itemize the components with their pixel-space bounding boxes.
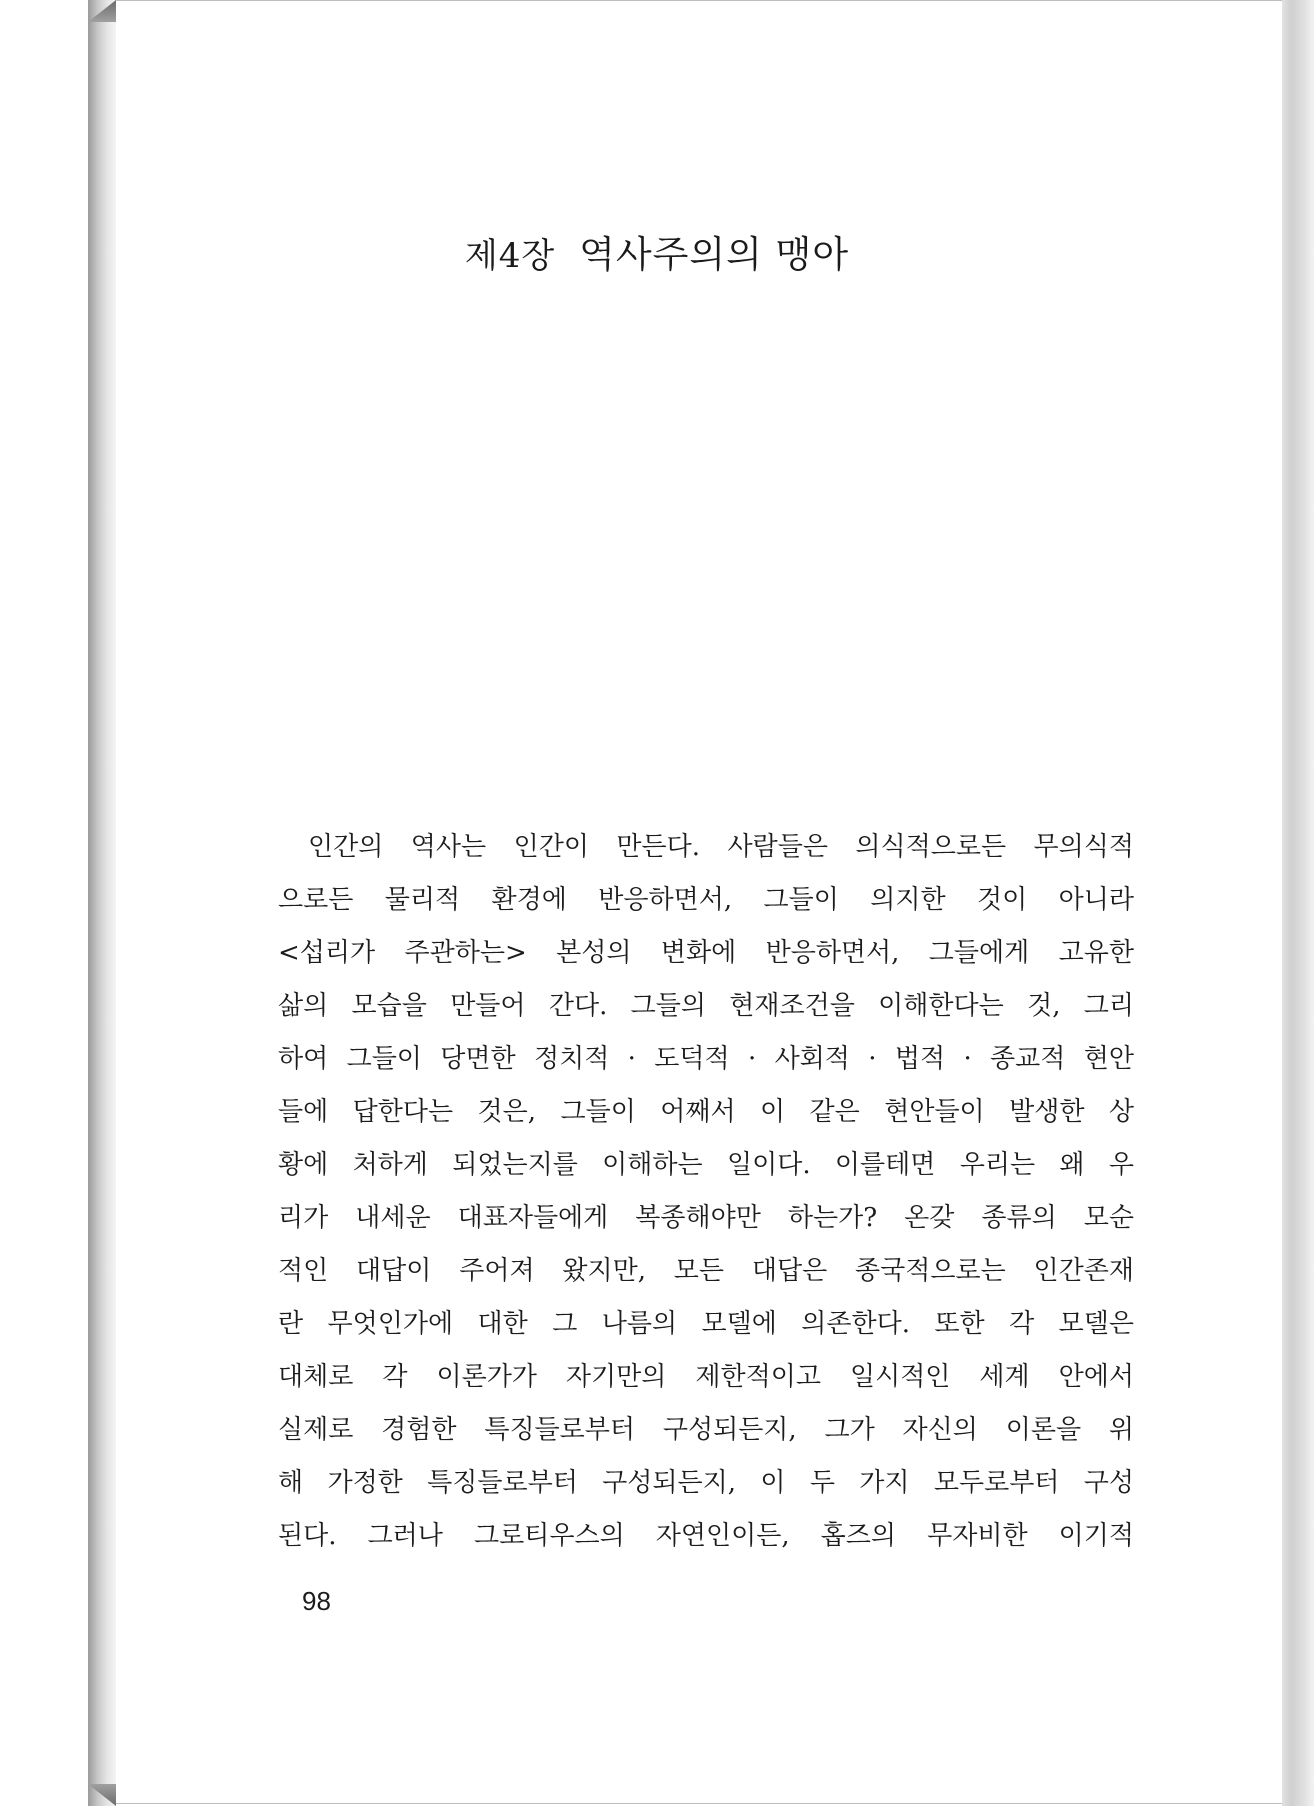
- text-line: 하여 그들이 당면한 정치적 · 도덕적 · 사회적 · 법적 · 종교적 현안: [278, 1044, 1134, 1074]
- chapter-title-text: 역사주의의 맹아: [579, 233, 850, 276]
- text-line: 된다. 그러나 그로티우스의 자연인이든, 홉즈의 무자비한 이기적: [278, 1521, 1134, 1551]
- text-line: 으로든 물리적 환경에 반응하면서, 그들이 의지한 것이 아니라: [278, 885, 1134, 915]
- text-line: 적인 대답이 주어져 왔지만, 모든 대답은 종국적으로는 인간존재: [278, 1256, 1134, 1286]
- text-line: 란 무엇인가에 대한 그 나름의 모델에 의존한다. 또한 각 모델은: [278, 1309, 1134, 1339]
- text-line: 해 가정한 특징들로부터 구성되든지, 이 두 가지 모두로부터 구성: [278, 1468, 1134, 1498]
- text-line: 황에 처하게 되었는지를 이해하는 일이다. 이를테면 우리는 왜 우: [278, 1150, 1134, 1180]
- page-number: 98: [302, 1586, 331, 1616]
- chapter-number: 제4장: [464, 236, 556, 276]
- text-line: 실제로 경험한 특징들로부터 구성되든지, 그가 자신의 이론을 위: [278, 1415, 1134, 1445]
- body-paragraph: [278, 821, 1134, 1563]
- text-line: 들에 답한다는 것은, 그들이 어째서 이 같은 현안들이 발생한 상: [278, 1097, 1134, 1127]
- text-line: 리가 내세운 대표자들에게 복종해야만 하는가? 온갖 종류의 모순: [278, 1203, 1134, 1233]
- text-line: 인간의 역사는 인간이 만든다. 사람들은 의식적으로든 무의식적: [308, 832, 1134, 862]
- text-line: 삶의 모습을 만들어 간다. 그들의 현재조건을 이해한다는 것, 그리: [278, 991, 1134, 1021]
- chapter-title: [0, 224, 1314, 278]
- text-line: <섭리가 주관하는> 본성의 변화에 반응하면서, 그들에게 고유한: [278, 938, 1134, 968]
- text-line: 대체로 각 이론가가 자기만의 제한적이고 일시적인 세계 안에서: [278, 1362, 1134, 1392]
